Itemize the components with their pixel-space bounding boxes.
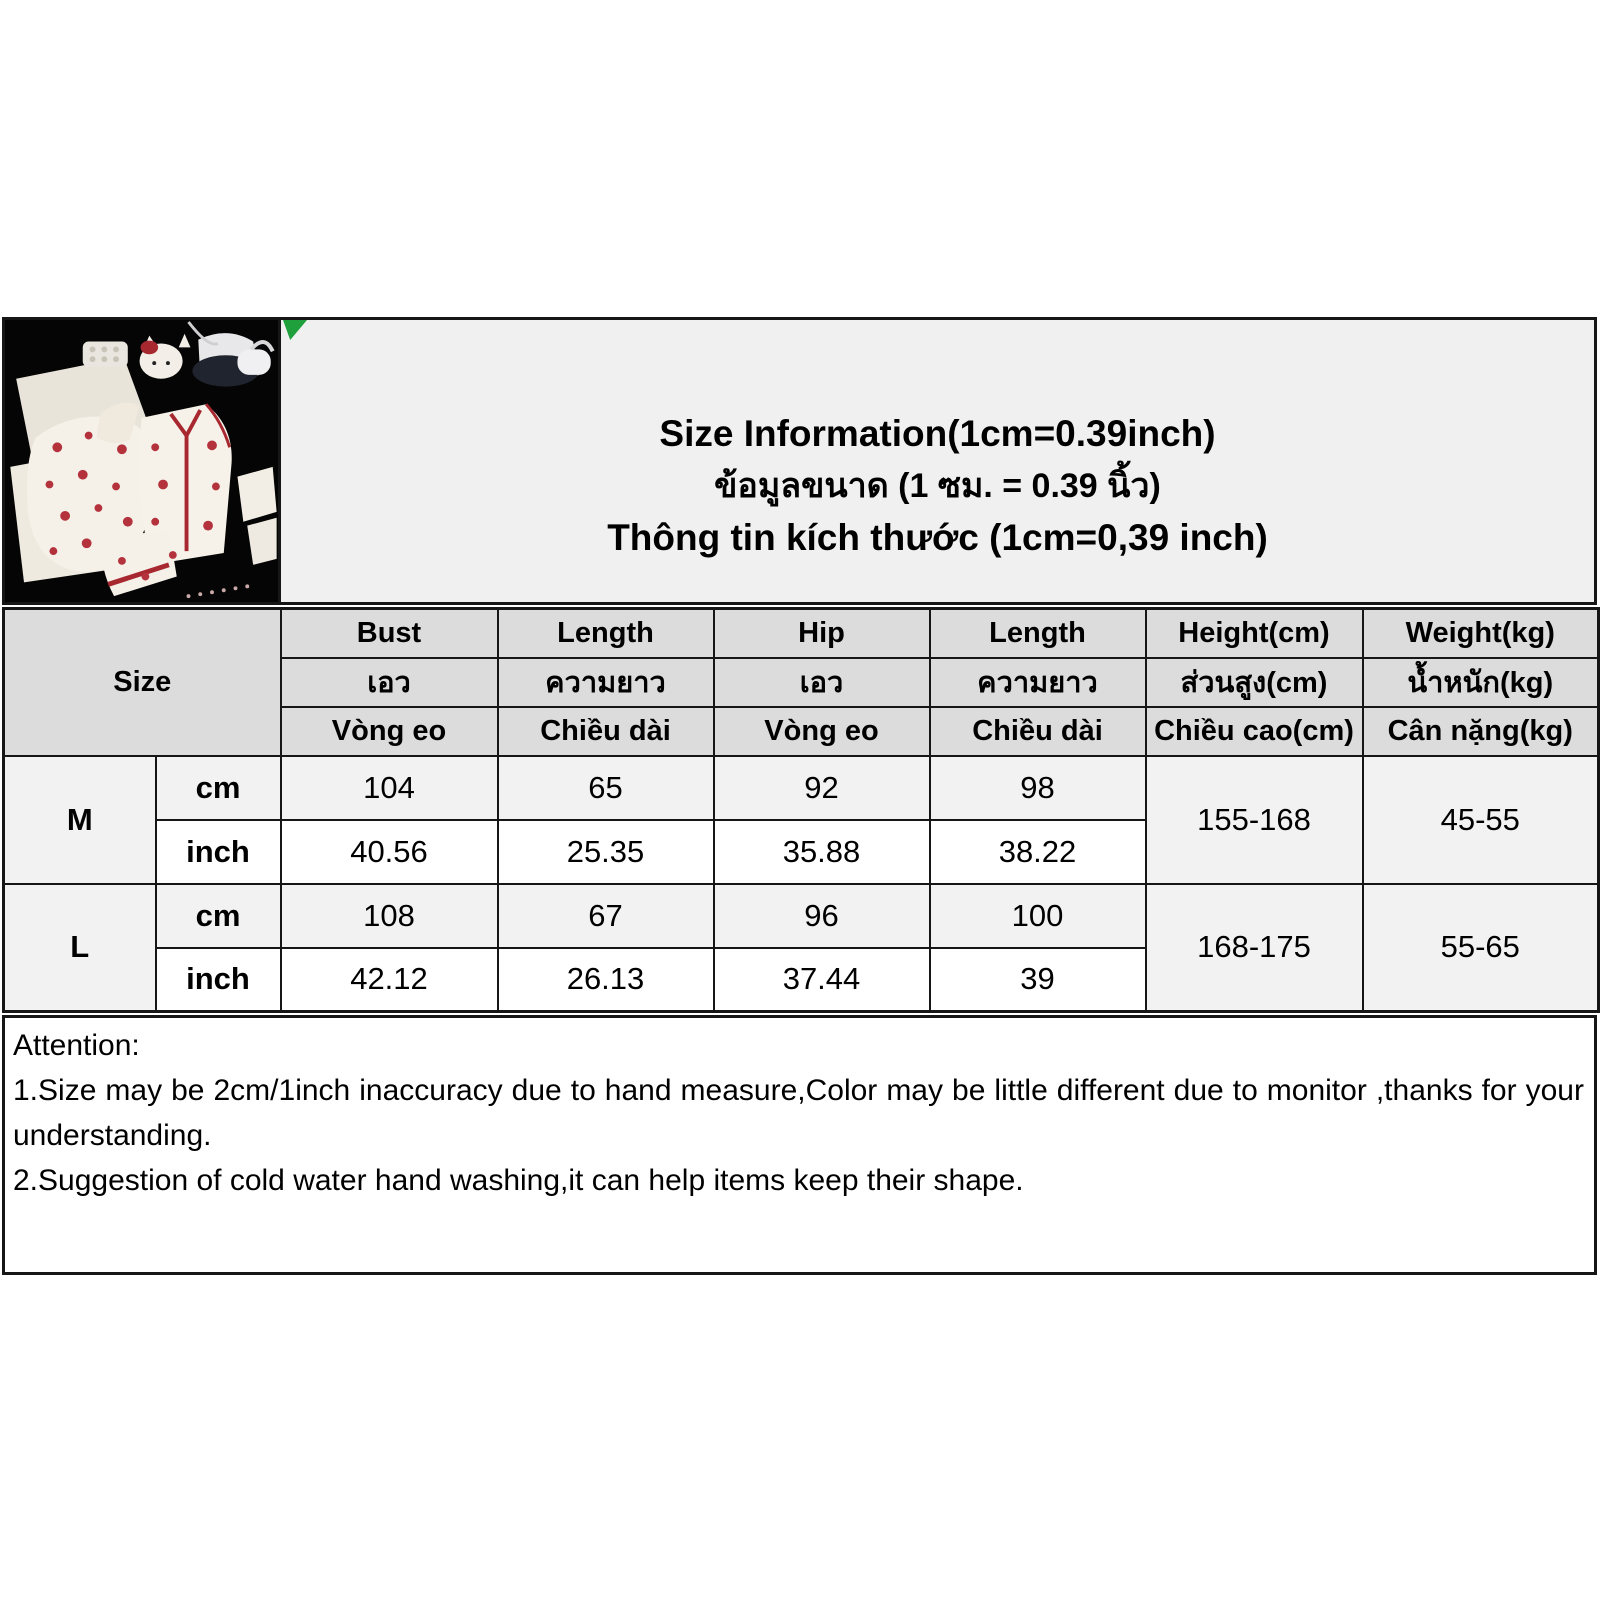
col-weight-vi: Cân nặng(kg): [1363, 707, 1599, 756]
col-weight-en: Weight(kg): [1363, 609, 1599, 658]
m-bust-inch: 40.56: [281, 820, 498, 884]
attention-note-1: 1.Size may be 2cm/1inch inaccuracy due to hand measure,Color may be little different due to monitor ,thanks for your understanding.: [13, 1074, 1584, 1152]
col-length1-en: Length: [498, 609, 714, 658]
col-weight-th: น้ำหนัก(kg): [1363, 658, 1599, 707]
size-label-l: L: [4, 884, 156, 1012]
m-length2-cm: 98: [930, 756, 1146, 820]
unit-inch: inch: [156, 820, 281, 884]
l-length1-inch: 26.13: [498, 948, 714, 1012]
m-weight-range: 45-55: [1363, 756, 1599, 884]
l-length2-cm: 100: [930, 884, 1146, 948]
m-bust-cm: 104: [281, 756, 498, 820]
col-length2-vi: Chiều dài: [930, 707, 1146, 756]
l-length1-cm: 67: [498, 884, 714, 948]
unit-inch: inch: [156, 948, 281, 1012]
row-m-cm: [4, 756, 1599, 820]
pajama-set-photo-illustration: [5, 320, 278, 602]
col-hip-vi: Vòng eo: [714, 707, 930, 756]
col-height-en: Height(cm): [1146, 609, 1363, 658]
m-hip-inch: 35.88: [714, 820, 930, 884]
col-length2-en: Length: [930, 609, 1146, 658]
l-bust-inch: 42.12: [281, 948, 498, 1012]
col-length2-th: ความยาว: [930, 658, 1146, 707]
attention-note-2: 2.Suggestion of cold water hand washing,it can help items keep their shape.: [13, 1164, 1024, 1197]
size-table: [2, 607, 1600, 1013]
attention-box: [2, 1015, 1597, 1275]
m-height-range: 155-168: [1146, 756, 1363, 884]
row-l-cm: [4, 884, 1599, 948]
unit-cm: cm: [156, 884, 281, 948]
size-corner-label: Size: [4, 609, 281, 756]
l-height-range: 168-175: [1146, 884, 1363, 1012]
m-length1-cm: 65: [498, 756, 714, 820]
m-length1-inch: 25.35: [498, 820, 714, 884]
col-height-vi: Chiều cao(cm): [1146, 707, 1363, 756]
col-bust-vi: Vòng eo: [281, 707, 498, 756]
size-label-m: M: [4, 756, 156, 884]
col-bust-th: เอว: [281, 658, 498, 707]
size-info-header: [2, 317, 1597, 605]
l-weight-range: 55-65: [1363, 884, 1599, 1012]
l-hip-inch: 37.44: [714, 948, 930, 1012]
title-vietnamese: Thông tin kích thước (1cm=0,39 inch): [607, 517, 1268, 558]
col-hip-th: เอว: [714, 658, 930, 707]
m-hip-cm: 92: [714, 756, 930, 820]
header-row-english: [4, 609, 1599, 658]
corner-marker-icon: [283, 320, 307, 340]
attention-title: Attention:: [13, 1029, 140, 1062]
unit-cm: cm: [156, 756, 281, 820]
product-photo: [5, 320, 281, 602]
m-length2-inch: 38.22: [930, 820, 1146, 884]
l-bust-cm: 108: [281, 884, 498, 948]
col-height-th: ส่วนสูง(cm): [1146, 658, 1363, 707]
l-length2-inch: 39: [930, 948, 1146, 1012]
col-length1-th: ความยาว: [498, 658, 714, 707]
l-hip-cm: 96: [714, 884, 930, 948]
col-bust-en: Bust: [281, 609, 498, 658]
col-hip-en: Hip: [714, 609, 930, 658]
col-length1-vi: Chiều dài: [498, 707, 714, 756]
title-thai: ข้อมูลขนาด (1 ซม. = 0.39 นิ้ว): [714, 467, 1161, 505]
size-info-title-block: [281, 320, 1594, 602]
title-english: Size Information(1cm=0.39inch): [659, 413, 1216, 454]
